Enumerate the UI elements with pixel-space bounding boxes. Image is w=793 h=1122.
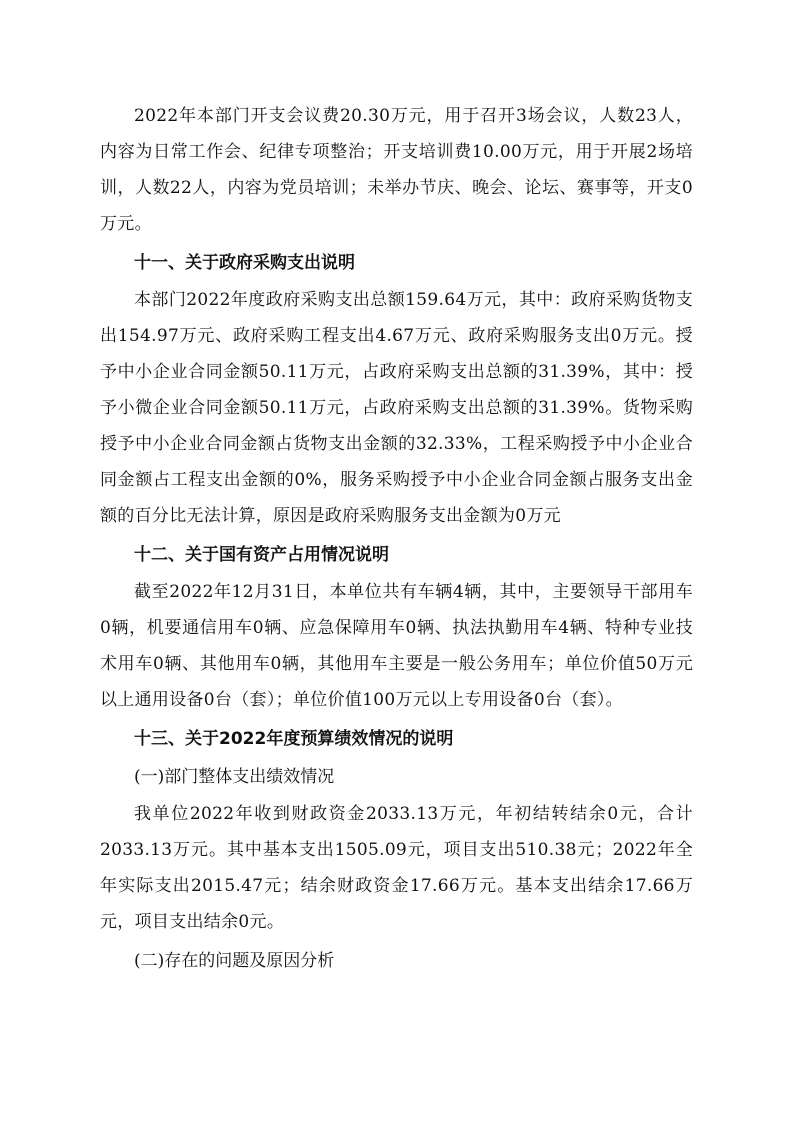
meeting-training-paragraph: 2022年本部门开支会议费20.30万元，用于召开3场会议，人数23人，内容为日常工作会、纪律专项整治；开支培训费10.00万元，用于开展2场培训，人数22人，内容为党员培训；未举办节庆、晚会、论坛、赛事等，开支0万元。 (100, 106, 693, 234)
overall-performance-paragraph: 我单位2022年收到财政资金2033.13万元，年初结转结余0元，合计2033.13万元。其中基本支出1505.09元，项目支出510.38元；2022年全年实际支出2015.47元；结余财政资金17.66万元。基本支出结余17.66万元，项目支出结余0元。 (100, 804, 693, 932)
section-heading-government-procurement: 十一、关于政府采购支出说明 (134, 253, 355, 273)
section-heading-budget-performance: 十三、关于2022年度预算绩效情况的说明 (134, 729, 454, 749)
subsection-heading-overall-performance: (一)部门整体支出绩效情况 (134, 767, 335, 787)
government-procurement-paragraph: 本部门2022年度政府采购支出总额159.64万元，其中：政府采购货物支出154.97万元、政府采购工程支出4.67万元、政府采购服务支出0万元。授予中小企业合同金额50.11万元，占政府采购支出总额的31.39%，其中：授予小微企业合同金额50.11万元，占政府采购支出总额的31.39%。货物采购授予中小企业合同金额占货物支出金额的32.33%，工程采购授予中小企业合同金额占工程支出金额的0%，服务采购授予中小企业合同金额占服务支出金额的百分比无法计算，原因是政府采购服务支出金额为0万元 (100, 290, 693, 526)
section-heading-state-assets: 十二、关于国有资产占用情况说明 (134, 545, 389, 565)
subsection-heading-problems-analysis: (二)存在的问题及原因分析 (134, 951, 335, 971)
state-assets-paragraph: 截至2022年12月31日，本单位共有车辆4辆，其中，主要领导干部用车0辆，机要通信用车0辆、应急保障用车0辆、执法执勤用车4辆、特种专业技术用车0辆、其他用车0辆，其他用车主要是一般公务用车；单位价值50万元以上通用设备0台（套）；单位价值100万元以上专用设备0台（套）。 (100, 582, 693, 710)
